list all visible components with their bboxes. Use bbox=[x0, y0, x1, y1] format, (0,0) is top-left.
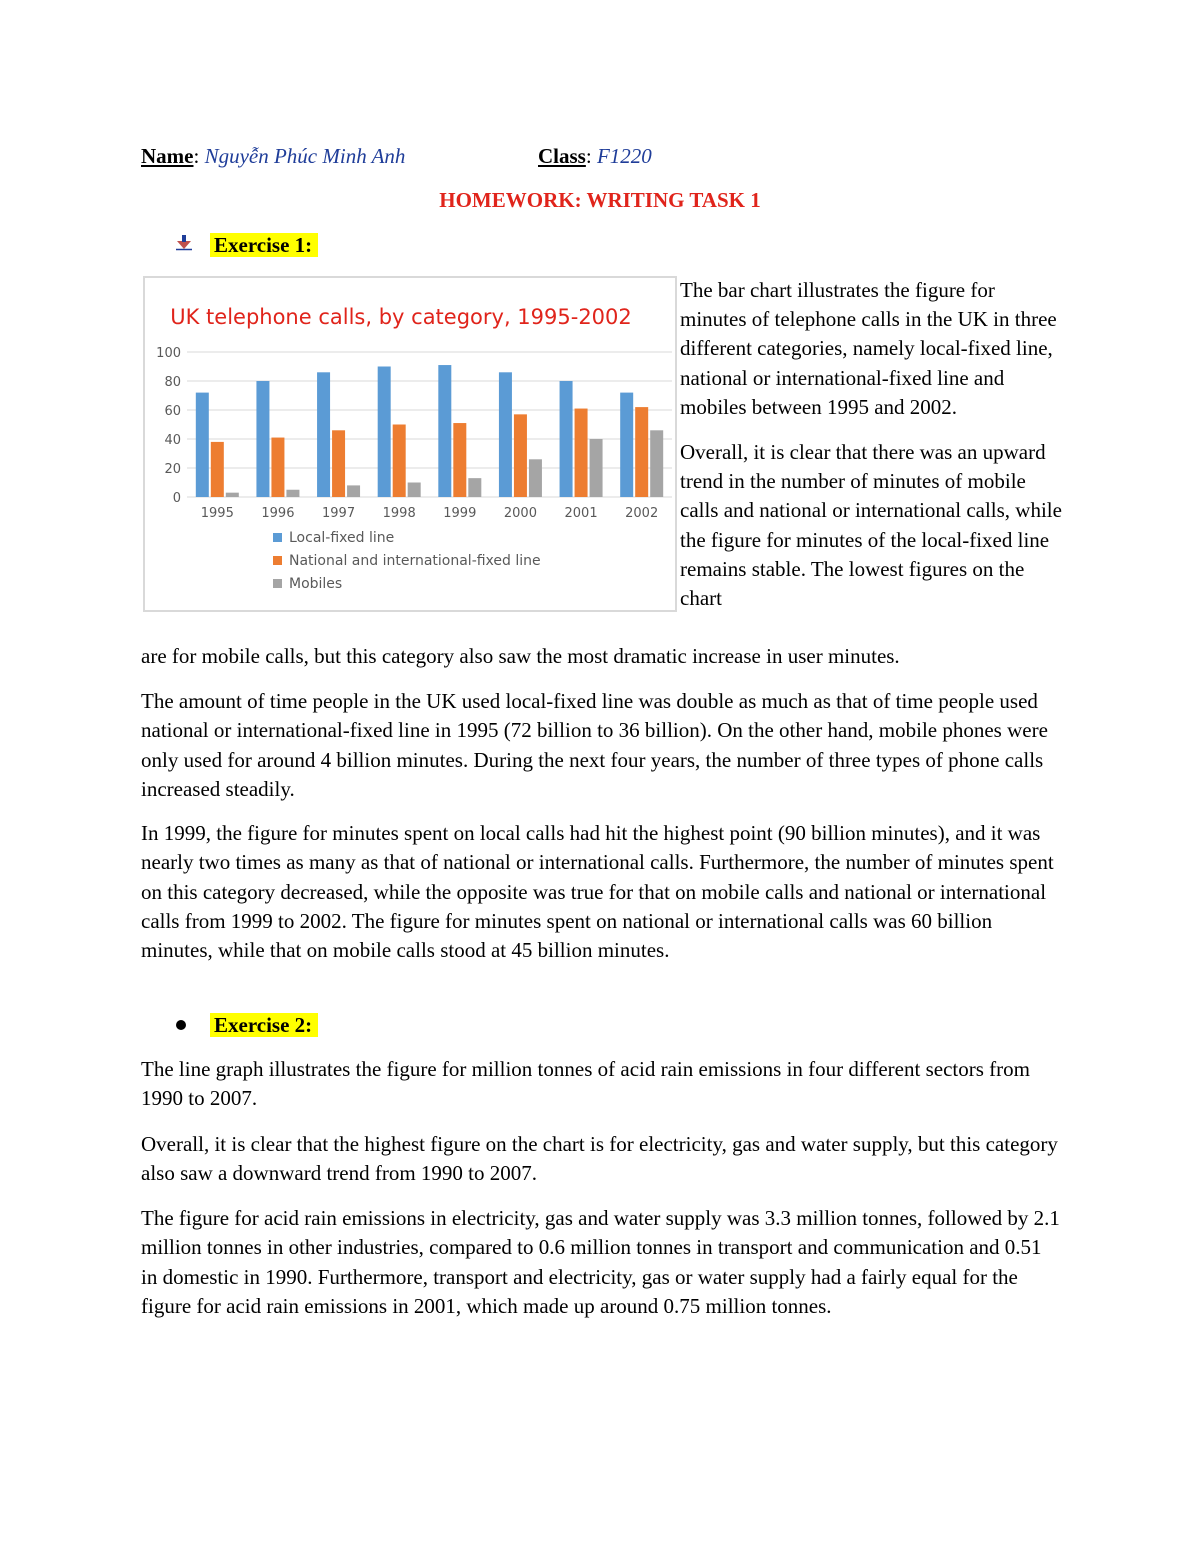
x-tick-label: 1997 bbox=[322, 506, 356, 521]
bar-mobiles-1997 bbox=[347, 485, 360, 497]
bar-national-and-international-fixed-line-1997 bbox=[332, 430, 345, 497]
bar-national-and-international-fixed-line-1999 bbox=[453, 423, 466, 497]
bar-national-and-international-fixed-line-2002 bbox=[635, 407, 648, 497]
class-line: Class: F1220 bbox=[538, 144, 652, 168]
bar-chart bbox=[143, 276, 677, 612]
exercise-1-paragraph-3: The amount of time people in the UK used local-fixed line was double as much as that of time people used national or international-fixed line in 1995 (72 billion to 36 billion). On the other hand, mobile phones were only used for around 4 billion minutes. During the next four years, the number of three types of phone calls increased steadily. bbox=[141, 689, 1048, 801]
x-tick-label: 1996 bbox=[261, 506, 295, 521]
y-tick-label: 80 bbox=[164, 375, 181, 390]
arrow-bullet-icon bbox=[174, 231, 210, 259]
x-tick-label: 1995 bbox=[200, 506, 234, 521]
x-tick-label: 2002 bbox=[625, 506, 659, 521]
legend-label: Mobiles bbox=[289, 576, 343, 592]
legend-swatch bbox=[273, 579, 282, 588]
bar-mobiles-1995 bbox=[226, 493, 239, 497]
bar-mobiles-2000 bbox=[529, 459, 542, 497]
bar-local-fixed-line-1996 bbox=[256, 381, 269, 497]
y-tick-label: 60 bbox=[164, 404, 181, 419]
exercise-2-paragraph-1: The line graph illustrates the figure for million tonnes of acid rain emissions in four different sectors from 1990 to 2007. bbox=[141, 1057, 1030, 1111]
bar-local-fixed-line-1995 bbox=[196, 393, 209, 497]
exercise-1-paragraph-2: Overall, it is clear that there was an upward trend in the number of minutes of mobile calls and national or international calls, while the figure for minutes of the local-fixed line remains stable. The lowest figures on the chart bbox=[680, 440, 1062, 611]
class-label: Class bbox=[538, 144, 586, 168]
chart-title: UK telephone calls, by category, 1995-2002 bbox=[170, 305, 632, 329]
bar-mobiles-1998 bbox=[408, 483, 421, 498]
bar-national-and-international-fixed-line-1998 bbox=[393, 425, 406, 498]
class-value: F1220 bbox=[596, 144, 652, 168]
bar-local-fixed-line-2002 bbox=[620, 393, 633, 497]
legend-label: Local-fixed line bbox=[289, 530, 395, 546]
y-tick-label: 20 bbox=[164, 462, 181, 477]
x-tick-label: 2000 bbox=[503, 506, 537, 521]
exercise-2-paragraph-3: The figure for acid rain emissions in electricity, gas and water supply was 3.3 million tonnes, followed by 2.1 million tonnes in other industries, compared to 0.6 million tonnes in transport and communication and 0.51 in domestic in 1990. Furthermore, transport and electricity, gas or water supply had a fairly equal for the figure for acid rain emissions in 2001, which made up around 0.75 million tonnes. bbox=[141, 1206, 1060, 1318]
bar-local-fixed-line-1998 bbox=[378, 367, 391, 498]
bar-local-fixed-line-1999 bbox=[438, 365, 451, 497]
bar-local-fixed-line-2001 bbox=[560, 381, 573, 497]
name-label: Name bbox=[141, 144, 194, 168]
bar-national-and-international-fixed-line-1996 bbox=[271, 438, 284, 497]
exercise-2-label: Exercise 2: bbox=[210, 1013, 318, 1037]
bar-national-and-international-fixed-line-2000 bbox=[514, 414, 527, 497]
legend-swatch bbox=[273, 556, 282, 565]
exercise-1-paragraph-2-continued: are for mobile calls, but this category also saw the most dramatic increase in user minutes. bbox=[141, 644, 900, 668]
x-tick-label: 1998 bbox=[382, 506, 416, 521]
exercise-1-paragraph-4: In 1999, the figure for minutes spent on local calls had hit the highest point (90 billion minutes), and it was nearly two times as many as that of national or international calls. Furthermore, the number of minutes spent on this category decreased, while the opposite was true for that on mobile calls and national or international calls from 1999 to 2002. The figure for minutes spent on national or international calls was 60 billion minutes, while that on mobile calls stood at 45 billion minutes. bbox=[141, 821, 1054, 963]
name-value: Nguyễn Phúc Minh Anh bbox=[204, 144, 406, 168]
dot-bullet-icon bbox=[174, 1011, 210, 1039]
bar-local-fixed-line-1997 bbox=[317, 372, 330, 497]
x-tick-label: 1999 bbox=[443, 506, 477, 521]
bar-mobiles-1996 bbox=[286, 490, 299, 497]
bar-mobiles-2001 bbox=[590, 439, 603, 497]
bar-local-fixed-line-2000 bbox=[499, 372, 512, 497]
bar-mobiles-1999 bbox=[468, 478, 481, 497]
exercise-1-side-text bbox=[680, 276, 1065, 613]
y-tick-label: 40 bbox=[164, 433, 181, 448]
exercise-1-label: Exercise 1: bbox=[210, 233, 318, 257]
bar-national-and-international-fixed-line-2001 bbox=[575, 409, 588, 497]
bar-national-and-international-fixed-line-1995 bbox=[211, 442, 224, 497]
legend-swatch bbox=[273, 533, 282, 542]
exercise-2-heading bbox=[174, 1011, 318, 1039]
y-tick-label: 0 bbox=[172, 491, 181, 506]
document-title: HOMEWORK: WRITING TASK 1 bbox=[439, 188, 761, 212]
y-tick-label: 100 bbox=[156, 346, 181, 361]
exercise-2-paragraph-2: Overall, it is clear that the highest figure on the chart is for electricity, gas and water supply, but this category also saw a downward trend from 1990 to 2007. bbox=[141, 1132, 1058, 1186]
bar-mobiles-2002 bbox=[650, 430, 663, 497]
name-line: Name: Nguyễn Phúc Minh Anh bbox=[141, 144, 406, 168]
exercise-1-paragraph-1: The bar chart illustrates the figure for minutes of telephone calls in the UK in three different categories, namely local-fixed line, national or international-fixed line and mobiles between 1995 and 2002. bbox=[680, 278, 1057, 419]
exercise-1-heading bbox=[174, 231, 318, 259]
chart-svg bbox=[145, 278, 677, 612]
legend-label: National and international-fixed line bbox=[289, 553, 541, 569]
x-tick-label: 2001 bbox=[564, 506, 598, 521]
